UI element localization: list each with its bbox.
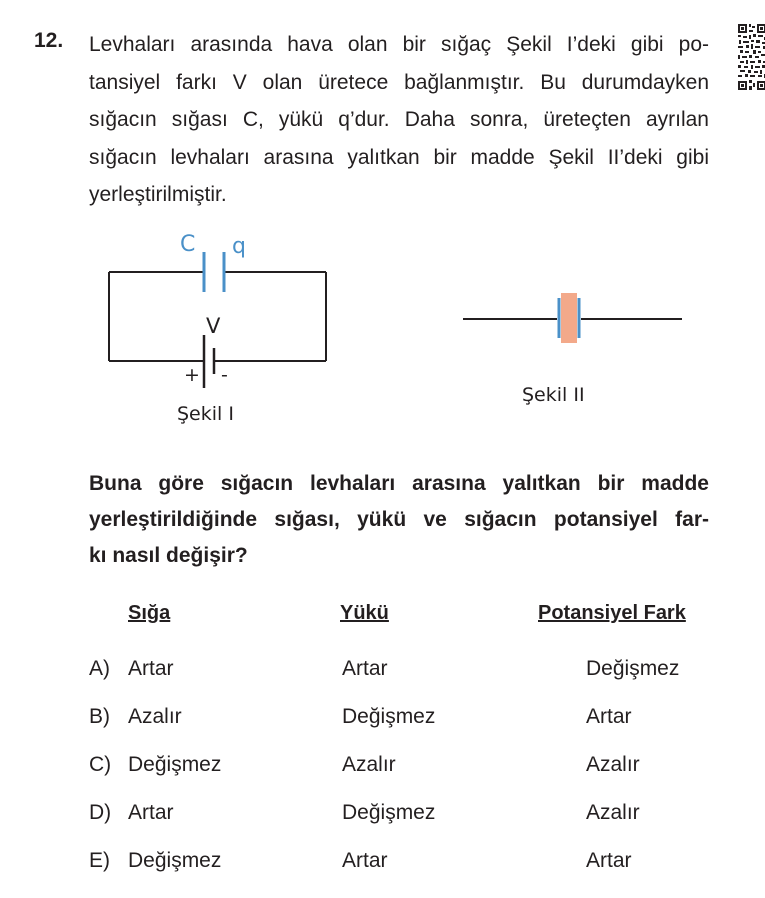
- option-letter: D): [89, 801, 112, 824]
- figure-2: [455, 288, 690, 418]
- stem-line: sığacın levhaları arasına yalıtkan bir madde Şekil II’deki gibi: [89, 145, 709, 169]
- header-capacitance: Sığa: [128, 602, 171, 624]
- option-potential: Artar: [586, 705, 632, 728]
- option-capacitance: Değişmez: [128, 849, 222, 872]
- capacitance-symbol: C: [180, 232, 196, 257]
- option-potential: Değişmez: [586, 657, 680, 680]
- option-letter: B): [89, 705, 110, 728]
- option-capacitance: Artar: [128, 801, 174, 824]
- prompt-line: kı nasıl değişir?: [89, 544, 248, 567]
- option-letter: E): [89, 849, 110, 872]
- question-number: 12.: [34, 29, 64, 52]
- voltage-symbol: V: [206, 314, 221, 338]
- figure-1: [100, 228, 335, 428]
- option-potential: Azalır: [586, 753, 640, 776]
- option-c[interactable]: [0, 753, 765, 783]
- qr-code-icon: [738, 24, 765, 90]
- option-b[interactable]: [0, 705, 765, 735]
- stem-line: yerleştirilmiştir.: [89, 183, 227, 206]
- option-letter: A): [89, 657, 110, 680]
- prompt-line: Buna göre sığacın levhaları arasına yalıtkan bir madde: [89, 472, 709, 495]
- dielectric-slab: [561, 293, 577, 343]
- option-charge: Değişmez: [342, 801, 436, 824]
- stem-line: sığacın sığası C, yükü q’dur. Daha sonra, üreteçten ayrılan: [89, 108, 709, 131]
- option-charge: Artar: [342, 849, 388, 872]
- option-capacitance: Azalır: [128, 705, 182, 728]
- header-potential: Potansiyel Fark: [538, 602, 686, 624]
- option-charge: Azalır: [342, 753, 396, 776]
- header-charge: Yükü: [340, 602, 389, 624]
- stem-line: tansiyel farkı V olan üretece bağlanmıştır. Bu durumdayken: [89, 70, 709, 94]
- charge-symbol: q: [232, 234, 246, 259]
- prompt-line: yerleştirildiğinde sığası, yükü ve sığacın potansiyel far-: [89, 508, 709, 531]
- stem-line: Levhaları arasında hava olan bir sığaç Şekil I’deki gibi po-: [89, 33, 709, 56]
- option-potential: Azalır: [586, 801, 640, 824]
- option-capacitance: Değişmez: [128, 753, 222, 776]
- figure-1-label: Şekil I: [177, 403, 234, 425]
- option-capacitance: Artar: [128, 657, 174, 680]
- option-charge: Değişmez: [342, 705, 436, 728]
- option-a[interactable]: [0, 657, 765, 687]
- option-charge: Artar: [342, 657, 388, 680]
- question-stem: [89, 26, 709, 214]
- question-prompt: [89, 466, 709, 574]
- option-potential: Artar: [586, 849, 632, 872]
- option-d[interactable]: [0, 801, 765, 831]
- option-letter: C): [89, 753, 112, 776]
- option-e[interactable]: [0, 849, 765, 879]
- minus-sign: -: [221, 364, 228, 386]
- figure-2-label: Şekil II: [522, 384, 585, 406]
- plus-sign: +: [184, 364, 200, 386]
